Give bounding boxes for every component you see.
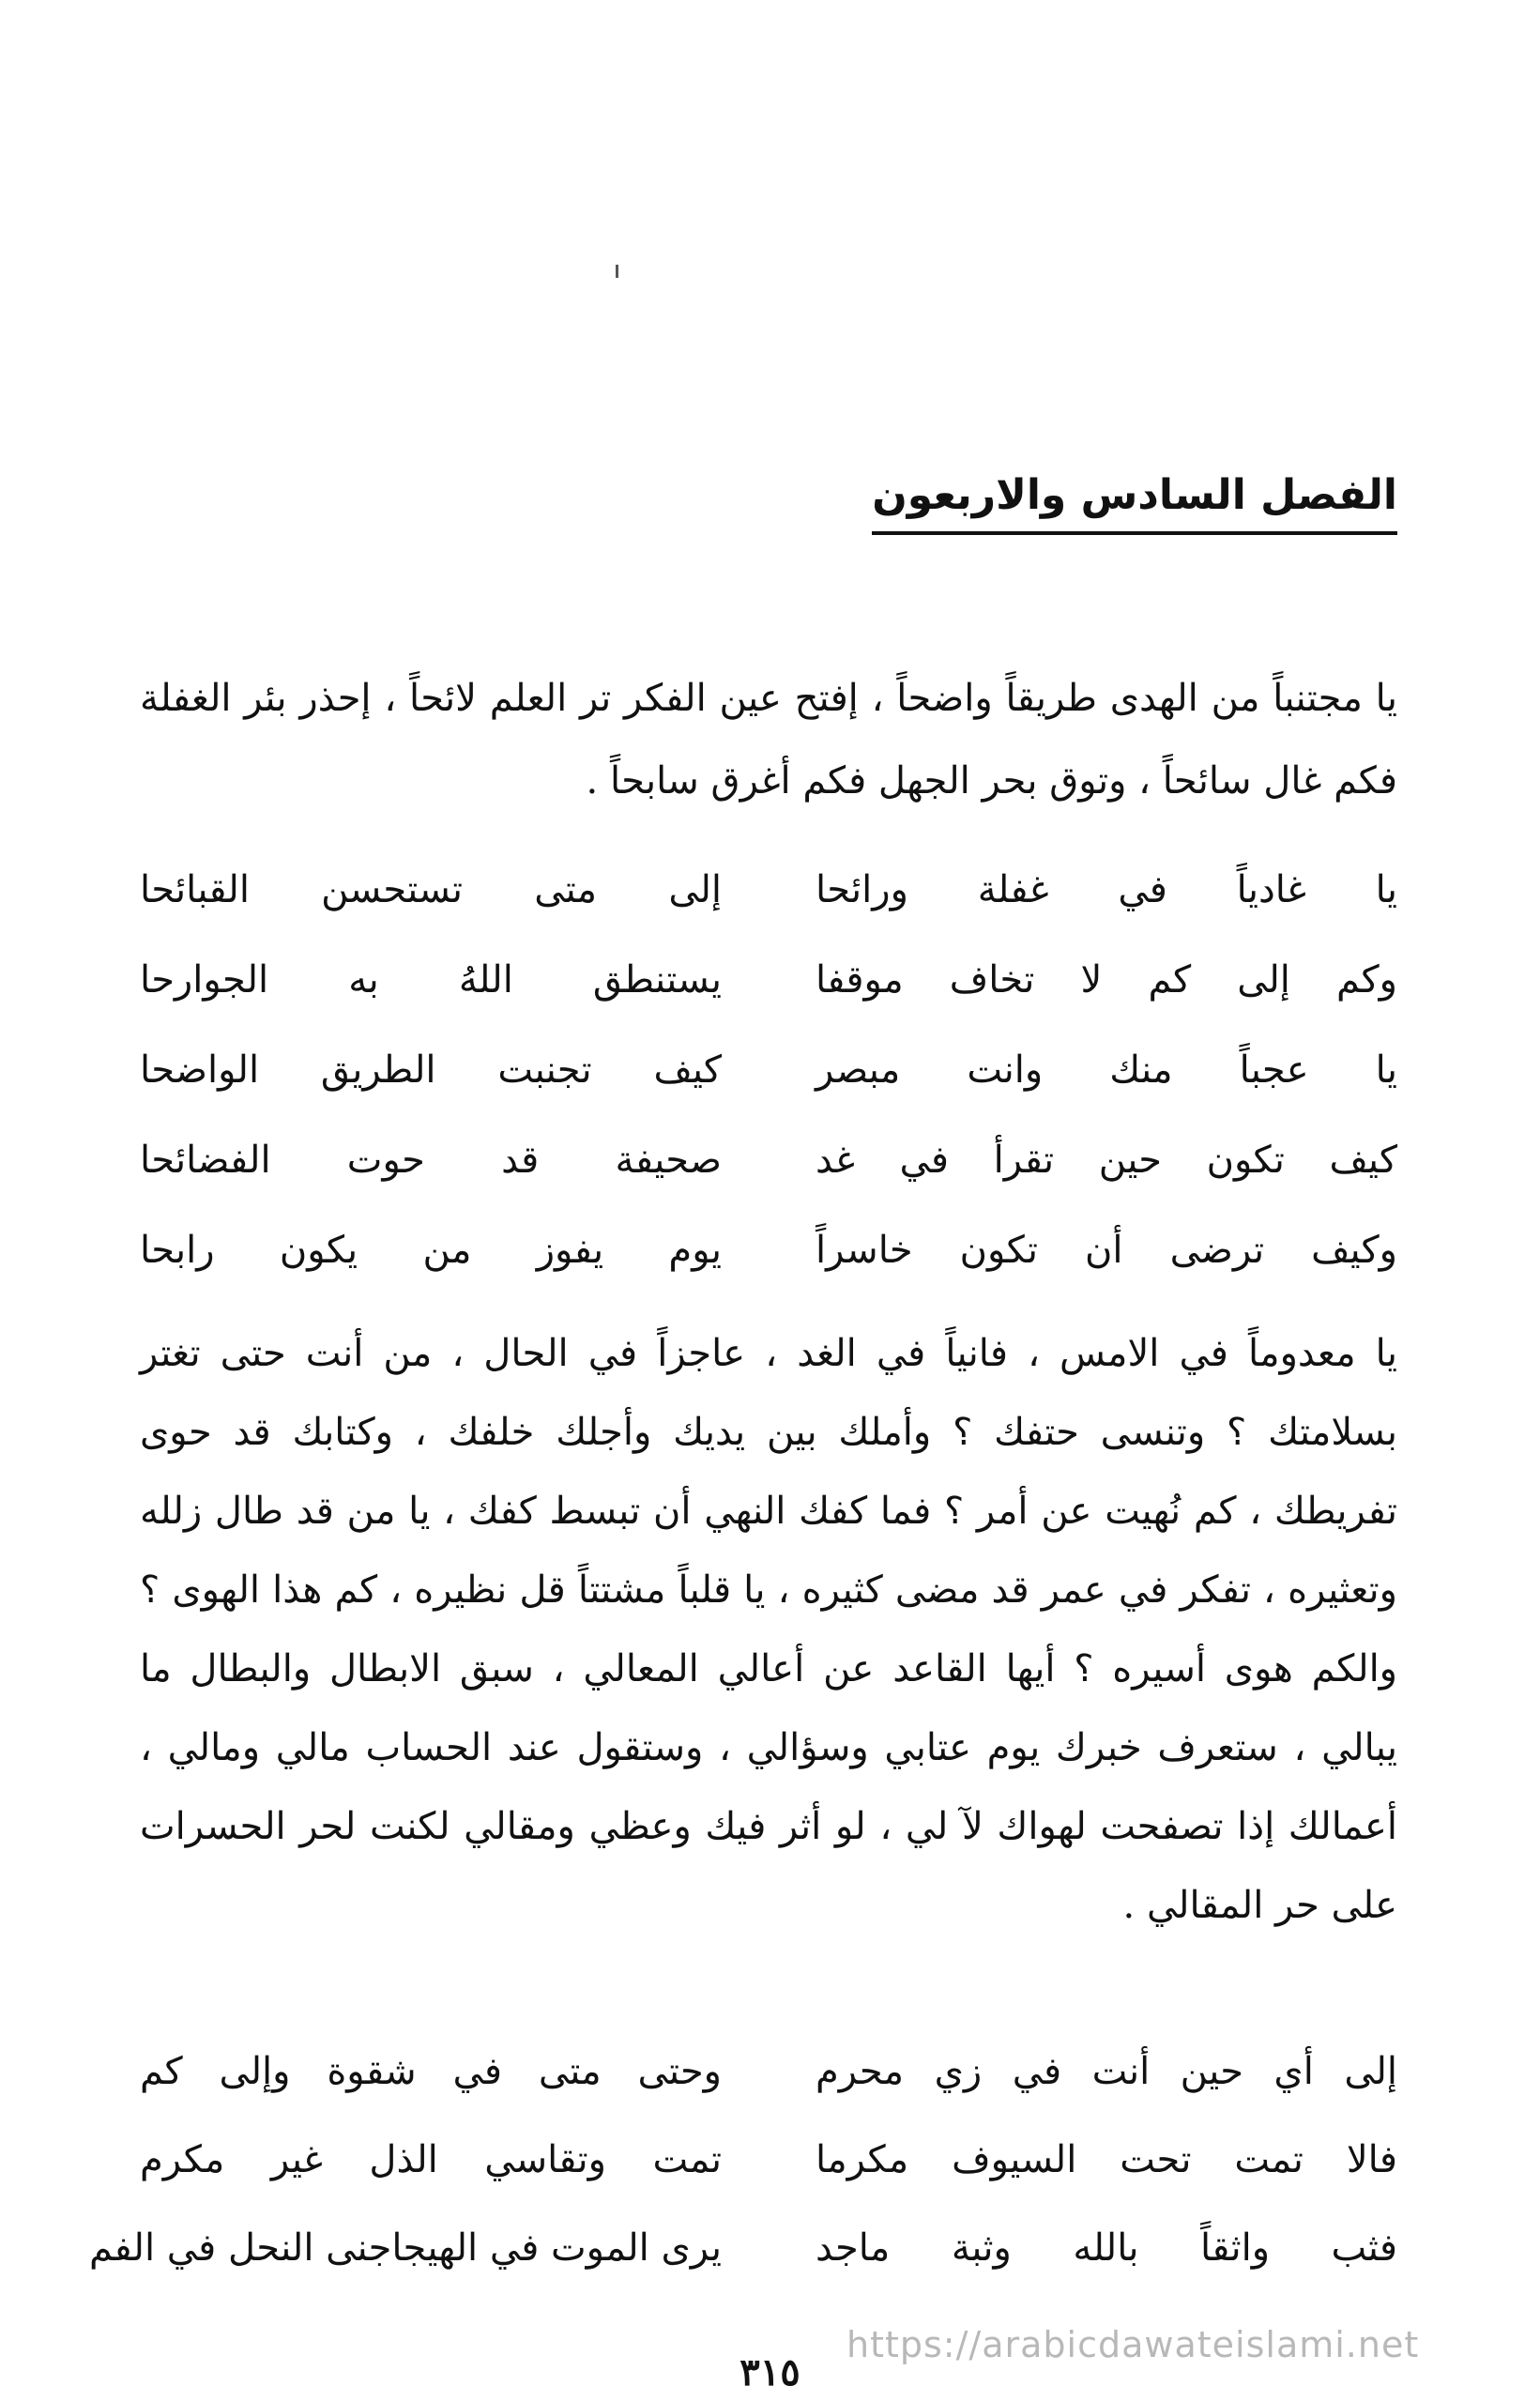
verse-first-hemistich: وكم إلى كم لا تخاف موقفا [816,958,1397,1002]
verse-first-hemistich: فثب واثقاً بالله وثبة ماجد [816,2226,1397,2270]
scan-speck [616,265,618,278]
verse-second-hemistich: كيف تجنبت الطريق الواضحا [140,1048,722,1092]
verse-first-hemistich: وكيف ترضى أن تكون خاسراً [816,1229,1397,1272]
verse-line [140,1025,1397,1115]
verse-second-hemistich: إلى متى تستحسن القبائحا [140,868,722,911]
chapter-title: الفصل السادس والاربعون [872,467,1397,535]
poem-block-2 [88,2027,1397,2292]
verse-second-hemistich: يستنطق اللهُ به الجوارحا [140,958,722,1002]
prose-paragraph-2: يا معدوماً في الامس ، فانياً في الغد ، عاجزاً في الحال ، من أنت حتى تغتر بسلامتك ؟ وتنسى حتفك ؟ وأملك بين يديك وأجلك خلفك ، وكتابك قد حوى تفريطك ، كم نُهيت عن أمر ؟ فما كفك النهي أن تبسط كفك ، يا من قد طال زلله وتعثيره ، تفكر في عمر قد مضى كثيره ، يا قلباً مشتتاً قل نظيره ، كم هذا الهوى ؟ والكم هوى أسيره ؟ أيها القاعد عن أعالي المعالي ، سبق الابطال والبطال ما يبالي ، ستعرف خبرك يوم عتابي وسؤالي ، وستقول عند الحساب مالي ومالي ، أعمالك إذا تصفحت لهواك لآ لي ، لو أثر فيك وعظي ومقالي لكنت لحر الحسرات على حر المقالي . [140,1332,1397,1927]
verse-line [140,1115,1397,1205]
prose-paragraph-1: يا مجتنباً من الهدى طريقاً واضحاً ، إفتح عين الفكر تر العلم لائحاً ، إحذر بئر الغفلة فكم غال سائحاً ، وتوق بحر الجهل فكم أغرق سابحاً . [140,677,1397,803]
verse-line [140,845,1397,935]
verse-second-hemistich: يرى الموت في الهيجاجنى النحل في الفم [88,2226,722,2270]
verse-first-hemistich: فالا تمت تحت السيوف مكرما [816,2138,1397,2181]
verse-line [88,2204,1397,2292]
verse-second-hemistich: تمت وتقاسي الذل غير مكرم [140,2138,722,2181]
verse-first-hemistich: إلى أي حين أنت في زي محرم [816,2050,1397,2093]
watermark-url: https://arabicdawateislami.net [846,2324,1420,2365]
verse-second-hemistich: صحيفة قد حوت الفضائحا [140,1139,722,1182]
verse-second-hemistich: يوم يفوز من يكون رابحا [140,1229,722,1272]
verse-line [140,935,1397,1025]
verse-line [140,2116,1397,2204]
verse-first-hemistich: يا غادياً في غفلة ورائحا [816,868,1397,911]
verse-first-hemistich: يا عجباً منك وانت مبصر [816,1048,1397,1092]
verse-line [140,1205,1397,1295]
verse-line [140,2027,1397,2116]
verse-second-hemistich: وحتى متى في شقوة وإلى كم [140,2050,722,2093]
verse-first-hemistich: كيف تكون حين تقرأ في غد [816,1139,1397,1182]
poem-block-1 [140,845,1397,1295]
page-number: ٣١٥ [740,2354,800,2386]
